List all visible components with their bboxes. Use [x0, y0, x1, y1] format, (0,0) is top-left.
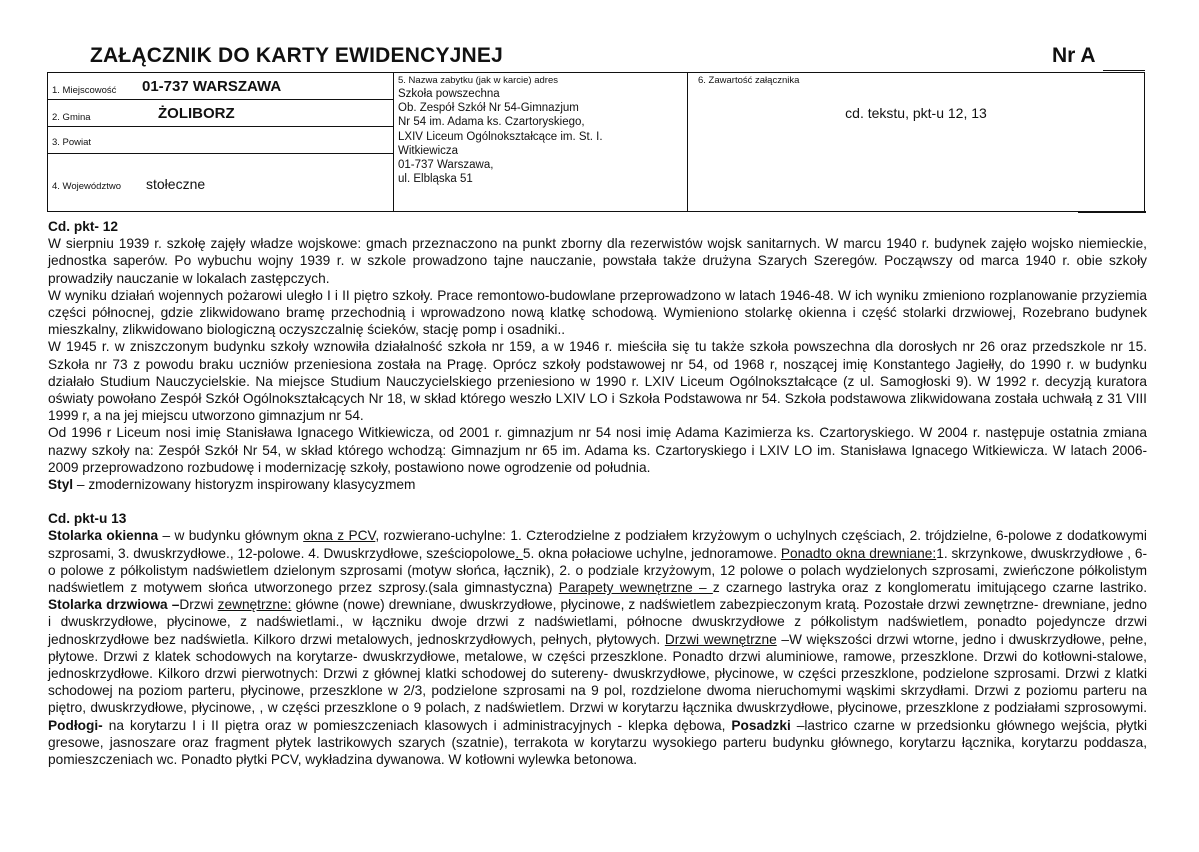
box-corner-line: [1078, 211, 1146, 213]
paragraph: W sierpniu 1939 r. szkołę zajęły władze wojskowe: gmach przeznaczono na punkt zborny dla rezerwistów wojsk sanitarnych. W marcu 1940 r. budynek zajęło wojsko niemieckie, jednostka saperów. Po wybuchu wojny 1939 r. w szkole prowadzono tajne nauczanie, powstała także drużyna Szarych Szeregów. Począwszy od marca 1940 r. obie szkoły prowadziły nauczanie w lokalach zastępczych.: [48, 236, 1147, 286]
text-run: – w budynku głównym: [158, 528, 304, 544]
underlined-run: zewnętrzne:: [217, 597, 292, 613]
address-line: LXIV Liceum Ogólnokształcące im. St. I.: [398, 130, 603, 143]
monument-name-address: [398, 87, 603, 186]
paragraph: W wyniku działań wojennych pożarowi uległo I i II piętro szkoły. Prace remontowo-budowlane przeprowadzono w latach 1946-48. W ich wyniku zmieniono rozplanowanie przyziemia części północnej, gdzie zlikwidowano bramę przechodnią i wprowadzono nową klatkę schodową. Wymieniono stolarkę okienna i część stolarki drzwiowej, Rozebrano budynek mieszkalny, zlikwidowano biologiczną oczyszczalnię ścieków, stację pomp i osadniki..: [48, 287, 1147, 338]
section-12-heading: Cd. pkt- 12: [48, 219, 118, 234]
text-run: główne (nowe) drewniane, dwuskrzydłowe, płycinowe, z nadświetlem zabezpieczonym kratą. Pozostałe drzwi zewnętrzne- drewniane, jedno i dwuskrzydłowe, płycinowe, z nadświetlami., w łączniku dwoje drzwi z nadświetlami, północne dwuskrzydłowe z półkolistym nadświetlem, ponadto pojedyncze drzwi jednoskrzydłowe bez nadświetla. Kilkoro drzwi metalowych, jednoskrzydłowych, pełnych, płytowych.: [48, 597, 1147, 647]
section-gap: [48, 493, 1147, 510]
field-value: ŻOLIBORZ: [158, 105, 235, 122]
field-label: 6. Zawartość załącznika: [698, 75, 800, 86]
field-value: 01-737 WARSZAWA: [142, 78, 282, 95]
underlined-run: Drzwi wewnętrzne: [664, 631, 777, 647]
text-run: Drzwi: [179, 597, 218, 613]
term-podlogi: Podłogi-: [48, 717, 103, 733]
address-line: Ob. Zespół Szkół Nr 54-Gimnazjum: [398, 102, 579, 115]
document-body: [48, 218, 1147, 768]
underlined-run: Ponadto okna drewniane:: [780, 545, 937, 561]
field-label: 4. Województwo: [52, 181, 121, 192]
paragraph: W 1945 r. w zniszczonym budynku szkoły wznowiła działalność szkoła nr 159, a w 1946 r. mieściła się tu także szkoła powszechna dla dorosłych nr 26 oraz przedszkole nr 15. Szkoła nr 73 z powodu braku uczniów przeniesiona została na Pragę. Oprócz szkoły podstawowej nr 54, od 1968 r, noszącej imię Konstantego Jagiełły, do 1990 r. w budynku działało Studium Nauczycielskie. Na miejsce Studium Nauczycielskiego przeniesiono w 1990 r. LXIV Liceum Ogólnokształcące (z ul. Samogłoski 9). W 1992 r. decyzją kuratora oświaty powołano Zespół Szkół Ogólnokształcących Nr 18, w skład którego weszło LXIV LO i Szkoła Podstawowa nr 54. Szkoła podstawowa zlikwidowana została uchwałą z 31 VIII 1999 r, a na jej miejscu utworzono gimnazjum nr 54.: [48, 339, 1147, 424]
style-text: – zmodernizowany historyzm inspirowany klasycyzmem: [73, 477, 416, 493]
address-line: 01-737 Warszawa,: [398, 159, 494, 172]
field-label: 3. Powiat: [52, 137, 92, 148]
text-run: 5. okna połaciowe uchylne, jednoramowe.: [522, 545, 781, 561]
field-powiat: [48, 127, 393, 154]
paragraph: Od 1996 r Liceum nosi imię Stanisława Ignacego Witkiewicza, od 2001 r. gimnazjum nr 54 nosi imię Adama Kazimierza ks. Czartoryskiego. W 2004 r. następuje ostatnia zmiana nazwy szkoły na: Zespół Szkół Nr 54, w skład którego wchodzą: Gimnazjum nr 65 im. Adama ks. Czartoryskiego i LXIV LO im. Stanisława Ignacego Witkiewicza. W latach 2006-2009 przeprowadzono rozbudowę i modernizację szkoły, postawiono nowe ogrodzenie od południa.: [48, 425, 1147, 475]
text-run: z czarnego lastryka oraz z konglomeratu imitującego czarne lastriko.: [712, 580, 1148, 596]
field-label: 2. Gmina: [52, 112, 91, 123]
monument-name-column: [394, 73, 688, 211]
text-run: 1. skrzynkowe, dwuskrzydłowe , 6-o polowe z półkolistym nadświetlem dzielonym szprosami (motyw słońca, łącznik), 2. o podziale krzyżowym, 12 polowe o polach wydzielonych szprosami, zwieńczone półkolistym nadświetlem z motywem słońca utworzonego przez szprosy.(sala gimnastyczna): [48, 545, 1147, 596]
address-line: ul. Elbląska 51: [398, 173, 473, 186]
field-gmina: [48, 100, 393, 127]
text-run: –W większości drzwi wtorne, jedno i dwuskrzydłowe, pełne, płytowe. Drzwi z klatek schodowych na korytarze- dwuskrzydłowe, metalowe, w części przeszklone. Ponadto drzwi aluminiowe, ramowe, przeszklone. Drzwi do kotłowni-stalowe, jednoskrzydłowe. Kilkoro drzwi pierwotnych: Drzwi z głównej klatki schodowej do sutereny- dwuskrzydłowe, płycinowe, w części przeszklone, podzielone szprosami. Drzwi z klatki schodowej na poziom parteru, płycinowe, przeszklone w 2/3, podzielone szprosami na 9 pol, rozdzielone dwoma nieruchomymi wąskimi skrzydłami. Drzwi z poziomu parteru na piętro, dwuskrzydłowe, płycinowe, , w części przeszklone o 9 polach, z nadświetlem. Drzwi w korytarzu łącznika dwuskrzydłowe, płycinowe, przeszklone z podziałami szprosowymi.: [48, 631, 1147, 716]
document-number-label: Nr A: [1052, 44, 1096, 67]
attachment-content-column: [688, 73, 1144, 211]
underlined-run: .: [515, 545, 523, 561]
attachment-content-value: cd. tekstu, pkt-u 12, 13: [845, 105, 987, 121]
field-value: stołeczne: [146, 176, 206, 192]
address-line: Witkiewicza: [398, 144, 459, 157]
text-run: na korytarzu I i II piętra oraz w pomieszczeniach klasowych i administracyjnych - klepka dębowa,: [102, 717, 732, 733]
location-column: [48, 73, 394, 211]
address-line: Szkoła powszechna: [398, 88, 500, 100]
term-stolarka-drzwiowa: Stolarka drzwiowa –: [48, 597, 180, 613]
text-run: , rozwierano-uchylne: 1. Czterodzielne z podziałem krzyżowym o uchylnych częściach, 2. trójdzielne, 6-polowe z dodatkowymi szprosami, 3. dwuskrzydłowe., 12-polowe. 4. Dwuskrzydłowe, sześciopolowe: [48, 528, 1147, 561]
style-paragraph: [48, 476, 1147, 493]
style-label: Styl: [48, 477, 74, 493]
field-label: 5. Nazwa zabytku (jak w karcie) adres: [398, 75, 558, 86]
text-run: –lastrico czarne w przedsionku głównego wejścia, płytki gresowe, jasnoszare oraz fragment płytek lastrikowych szarych (szatnie), terrakota w korytarzu wysokiego parteru budynku głównego, korytarzu łącznika, korytarzu poddasza, pomieszczeniach wc. Ponadto płytki PCV, wykładzina dywanowa. W kotłowni wylewka betonowa.: [48, 717, 1148, 768]
term-stolarka-okienna: Stolarka okienna: [48, 528, 159, 544]
term-posadzki: Posadzki: [731, 717, 791, 733]
address-line: Nr 54 im. Adama ks. Czartoryskiego,: [398, 116, 585, 129]
field-miejscowosc: [48, 73, 393, 100]
section-13-heading: Cd. pkt-u 13: [48, 511, 127, 527]
underlined-run: okna z PCV: [303, 528, 376, 544]
field-wojewodztwo: [48, 154, 393, 212]
underlined-run: Parapety wewnętrzne –: [558, 580, 713, 596]
document-title: ZAŁĄCZNIK DO KARTY EWIDENCYJNEJ: [90, 44, 504, 67]
section-13-text: [48, 527, 1147, 768]
field-label: 1. Miejscowość: [52, 85, 117, 96]
document-number-line: [1103, 70, 1145, 71]
header-info-box: [47, 72, 1145, 212]
